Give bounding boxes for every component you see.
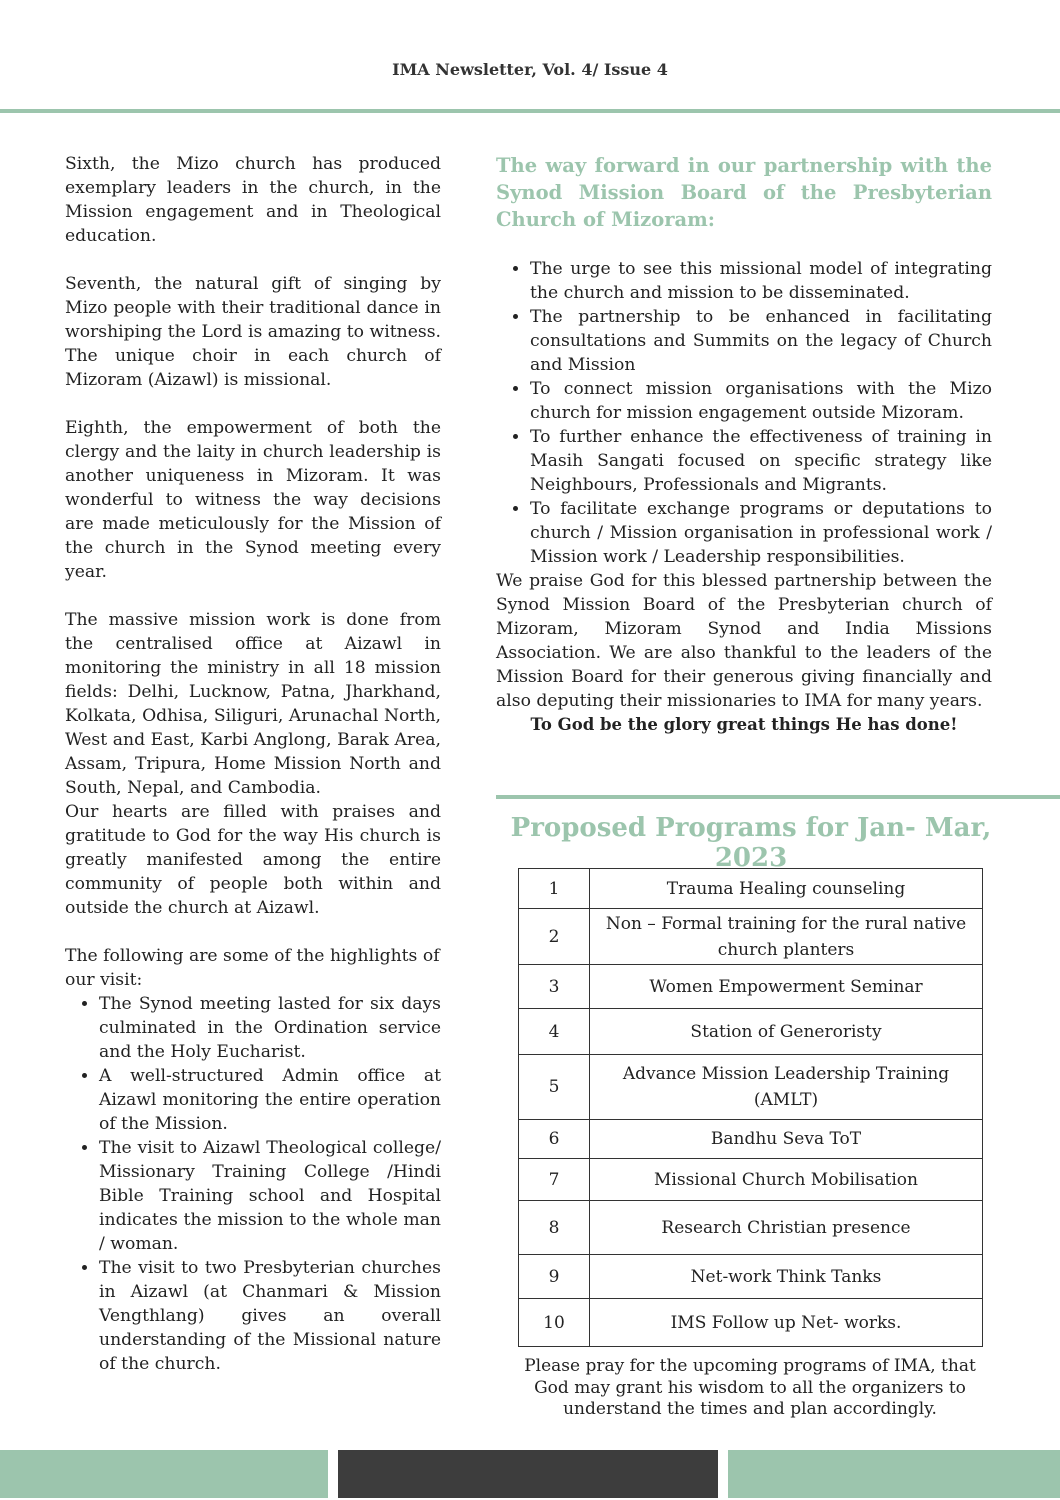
table-row	[519, 1055, 983, 1120]
program-number: 2	[519, 909, 590, 965]
program-name: Station of Generoristy	[590, 1009, 983, 1055]
paragraph: Sixth, the Mizo church has produced exemplary leaders in the church, in the Mission engagement and in Theological education.	[65, 154, 441, 246]
table-row	[519, 1120, 983, 1159]
program-name: Women Empowerment Seminar	[590, 965, 983, 1009]
table-row	[519, 1159, 983, 1201]
program-number: 5	[519, 1055, 590, 1120]
program-name: Net-work Think Tanks	[590, 1255, 983, 1299]
program-number: 8	[519, 1201, 590, 1255]
list-item: • The urge to see this missional model of integrating the church and mission to be disseminated.	[530, 257, 992, 305]
section-divider	[496, 795, 1060, 799]
footer-bar-center	[338, 1450, 718, 1498]
program-number: 9	[519, 1255, 590, 1299]
paragraph: The massive mission work is done from the centralised office at Aizawl in monitoring the ministry in all 18 mission fields: Delhi, Lucknow, Patna, Jharkhand, Kolkata, Odhisa, Siliguri, Arunachal North, West and East, Karbi Anglong, Barak Area, Assam, Tripura, Home Mission North and South, Nepal, and Cambodia.	[65, 610, 441, 798]
list-item: • The visit to Aizawl Theological college/ Missionary Training College /Hindi Bible Training school and Hospital indicates the mission to the whole man / woman.	[99, 1136, 441, 1256]
list-item: • The Synod meeting lasted for six days culminated in the Ordination service and the Holy Eucharist.	[99, 992, 441, 1064]
footer-bar-left	[0, 1450, 328, 1498]
list-item: • To facilitate exchange programs or deputations to church / Mission organisation in professional work / Mission work / Leadership responsibilities.	[530, 497, 992, 569]
table-row	[519, 1299, 983, 1347]
header-divider	[0, 109, 1060, 113]
program-number: 1	[519, 869, 590, 909]
table-row	[519, 909, 983, 965]
paragraph: Eighth, the empowerment of both the clergy and the laity in church leadership is another uniqueness in Mizoram. It was wonderful to witness the way decisions are made meticulously for the Mission of the church in the Synod meeting every year.	[65, 418, 441, 582]
paragraph: Seventh, the natural gift of singing by Mizo people with their traditional dance in worshiping the Lord is amazing to witness. The unique choir in each church of Mizoram (Aizawl) is missional.	[65, 274, 441, 390]
program-name: IMS Follow up Net- works.	[590, 1299, 983, 1347]
table-row	[519, 965, 983, 1009]
footer-bar-right	[728, 1450, 1060, 1498]
closing-line: To God be the glory great things He has done!	[530, 715, 958, 734]
program-number: 3	[519, 965, 590, 1009]
table-row	[519, 1201, 983, 1255]
program-name: Missional Church Mobilisation	[590, 1159, 983, 1201]
table-row	[519, 1009, 983, 1055]
programs-table	[518, 868, 983, 1347]
list-item: • To connect mission organisations with the Mizo church for mission engagement outside Mizoram.	[530, 377, 992, 425]
table-row	[519, 869, 983, 909]
program-name: Non – Formal training for the rural native church planters	[590, 909, 983, 965]
right-column	[496, 152, 992, 761]
program-number: 4	[519, 1009, 590, 1055]
program-number: 7	[519, 1159, 590, 1201]
left-column	[65, 152, 441, 1376]
section-heading: The way forward in our partnership with the Synod Mission Board of the Presbyterian Church of Mizoram:	[496, 154, 992, 231]
program-name: Bandhu Seva ToT	[590, 1120, 983, 1159]
programs-title: Proposed Programs for Jan- Mar, 2023	[510, 813, 992, 873]
program-name: Trauma Healing counseling	[590, 869, 983, 909]
table-row	[519, 1255, 983, 1299]
list-item: • The partnership to be enhanced in facilitating consultations and Summits on the legacy of Church and Mission	[530, 305, 992, 377]
prayer-request: Please pray for the upcoming programs of IMA, that God may grant his wisdom to all the organizers to understand the times and plan accordingly.	[524, 1356, 976, 1419]
program-number: 6	[519, 1120, 590, 1159]
list-item: • A well-structured Admin office at Aizawl monitoring the entire operation of the Mission.	[99, 1064, 441, 1136]
highlights-list	[65, 992, 441, 1376]
program-name: Research Christian presence	[590, 1201, 983, 1255]
paragraph: The following are some of the highlights of our visit:	[65, 946, 440, 990]
list-item: • To further enhance the effectiveness of training in Masih Sangati focused on specific strategy like Neighbours, Professionals and Migrants.	[530, 425, 992, 497]
way-forward-list	[496, 257, 992, 569]
newsletter-header: IMA Newsletter, Vol. 4/ Issue 4	[392, 60, 668, 79]
paragraph: Our hearts are filled with praises and gratitude to God for the way His church is greatly manifested among the entire community of people both within and outside the church at Aizawl.	[65, 802, 441, 918]
paragraph: We praise God for this blessed partnership between the Synod Mission Board of the Presbyterian church of Mizoram, Mizoram Synod and India Missions Association. We are also thankful to the leaders of the Mission Board for their generous giving financially and also deputing their missionaries to IMA for many years.	[496, 571, 992, 711]
program-number: 10	[519, 1299, 590, 1347]
list-item: • The visit to two Presbyterian churches in Aizawl (at Chanmari & Mission Vengthlang) gives an overall understanding of the Missional nature of the church.	[99, 1256, 441, 1376]
program-name: Advance Mission Leadership Training (AMLT)	[590, 1055, 983, 1120]
